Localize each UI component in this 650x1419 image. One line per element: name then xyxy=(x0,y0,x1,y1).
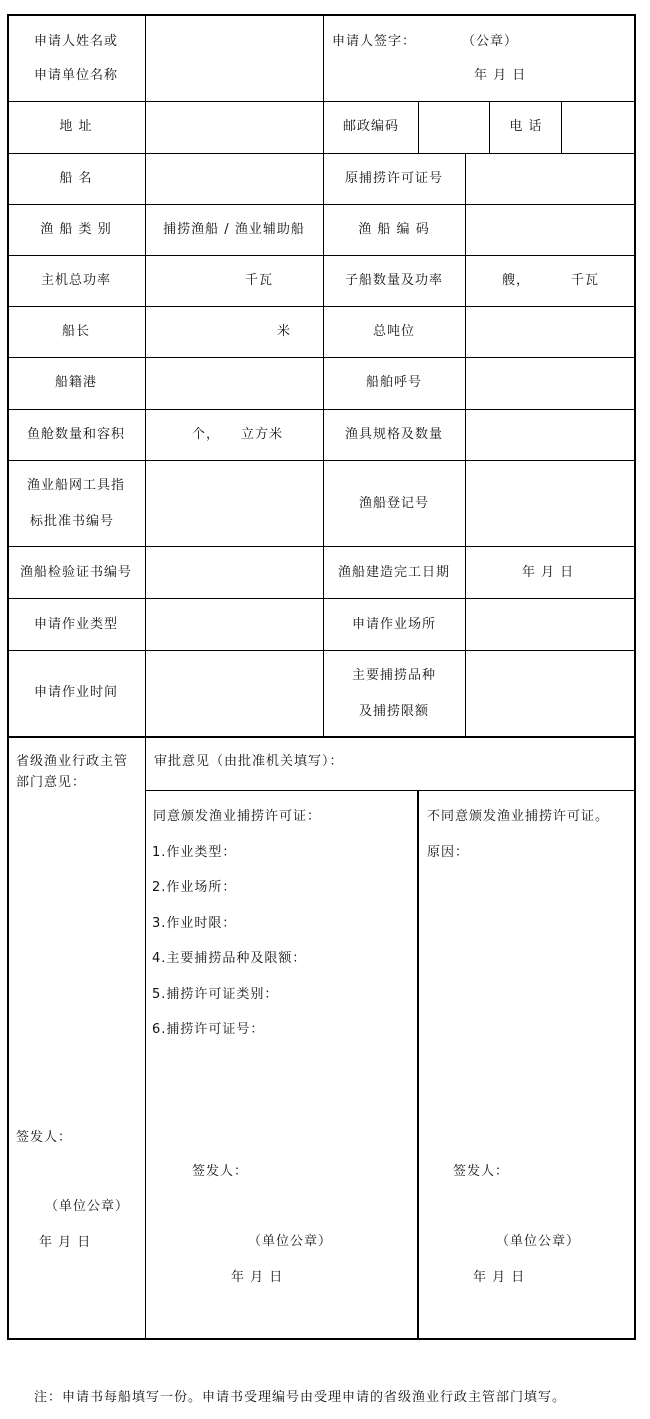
agree-signer-label: 签发人： xyxy=(192,1164,249,1179)
row-divider xyxy=(7,409,636,410)
registration-label: 渔船登记号 xyxy=(358,496,430,511)
disagree-unit-seal: （单位公章） xyxy=(496,1234,581,1249)
address-label: 地 址 xyxy=(59,119,93,134)
agree-item: 6.捕捞许可证号： xyxy=(152,1022,265,1037)
row-divider xyxy=(7,204,636,205)
col-divider xyxy=(465,153,466,736)
gear-label: 渔具规格及数量 xyxy=(344,427,444,442)
callsign-label: 船舶呼号 xyxy=(365,375,423,390)
subboat-unit-count: 艘， xyxy=(502,273,531,288)
left-unit-seal: （单位公章） xyxy=(45,1199,130,1214)
main-species-label: 主要捕捞品种 xyxy=(351,668,437,683)
row-divider xyxy=(7,460,636,461)
agree-unit-seal: （单位公章） xyxy=(248,1234,333,1249)
applicant-name-label: 申请人姓名或 xyxy=(33,34,119,49)
reason-label: 原因： xyxy=(427,845,470,860)
row-divider xyxy=(7,306,636,307)
net-quota-label: 渔业船网工具指 xyxy=(26,478,126,493)
date-label: 年 月 日 xyxy=(474,68,527,83)
tonnage-label: 总吨位 xyxy=(372,324,416,339)
build-date-label: 渔船建造完工日期 xyxy=(337,565,451,580)
phone-label: 电 话 xyxy=(509,119,543,134)
agree-item: 2.作业场所： xyxy=(152,880,237,895)
row-divider xyxy=(7,598,636,599)
subboat-label: 子船数量及功率 xyxy=(344,273,444,288)
row-divider xyxy=(7,357,636,358)
row-divider xyxy=(7,101,636,102)
row-divider xyxy=(7,650,636,651)
row-divider xyxy=(7,153,636,154)
agree-date: 年 月 日 xyxy=(231,1270,284,1285)
engine-power-label: 主机总功率 xyxy=(40,273,112,288)
main-species-label-2: 及捕捞限额 xyxy=(358,704,430,719)
net-quota-label-2: 标批准书编号 xyxy=(29,514,115,529)
build-date-value: 年 月 日 xyxy=(521,565,575,580)
review-opinion-label: 审批意见（由批准机关填写）： xyxy=(154,754,344,769)
disagree-title: 不同意颁发渔业捕捞许可证。 xyxy=(427,809,610,824)
postal-code-label: 邮政编码 xyxy=(342,119,400,134)
agree-item: 3.作业时限： xyxy=(152,916,237,931)
orig-license-label: 原捕捞许可证号 xyxy=(344,171,444,186)
col-divider xyxy=(323,14,324,736)
agree-item: 4.主要捕捞品种及限额： xyxy=(152,951,307,966)
vessel-type-label: 渔 船 类 别 xyxy=(40,222,112,237)
dept-opinion-label-2: 部门意见： xyxy=(16,775,87,790)
agree-item: 1.作业类型： xyxy=(152,845,237,860)
hold-label: 鱼舱数量和容积 xyxy=(26,427,126,442)
op-time-label: 申请作业时间 xyxy=(33,685,119,700)
left-date: 年 月 日 xyxy=(39,1235,92,1250)
ship-name-label: 船 名 xyxy=(59,171,93,186)
row-divider xyxy=(145,790,636,791)
col-divider xyxy=(489,101,490,153)
application-form xyxy=(7,14,636,1340)
row-divider xyxy=(7,546,636,547)
left-signer-label: 签发人： xyxy=(16,1130,73,1145)
agree-item: 5.捕捞许可证类别： xyxy=(152,987,279,1002)
port-label: 船籍港 xyxy=(54,375,98,390)
row-divider xyxy=(7,255,636,256)
vessel-no-label: 渔 船 编 码 xyxy=(358,222,430,237)
section-divider xyxy=(7,736,636,738)
official-seal-label: （公章） xyxy=(462,34,519,49)
dept-opinion-label: 省级渔业行政主管 xyxy=(16,754,129,769)
col-divider xyxy=(418,101,419,153)
col-divider xyxy=(417,790,419,1340)
disagree-signer-label: 签发人： xyxy=(453,1164,510,1179)
agree-title: 同意颁发渔业捕捞许可证： xyxy=(153,809,322,824)
hold-unit-count: 个， xyxy=(192,427,221,442)
col-divider xyxy=(145,14,146,1340)
footnote: 注：申请书每船填写一份。申请书受理编号由受理申请的省级渔业行政主管部门填写。 xyxy=(34,1390,567,1405)
engine-power-unit: 千瓦 xyxy=(245,273,274,288)
signature-label: 申请人签字： xyxy=(332,34,417,49)
length-label: 船长 xyxy=(61,324,91,339)
op-type-label: 申请作业类型 xyxy=(33,617,119,632)
inspection-cert-label: 渔船检验证书编号 xyxy=(19,565,133,580)
subboat-unit-power: 千瓦 xyxy=(571,273,600,288)
op-place-label: 申请作业场所 xyxy=(351,617,437,632)
disagree-date: 年 月 日 xyxy=(473,1270,526,1285)
col-divider xyxy=(561,101,562,153)
vessel-type-value: 捕捞渔船 / 渔业辅助船 xyxy=(163,222,305,237)
length-unit: 米 xyxy=(277,324,292,339)
hold-unit-volume: 立方米 xyxy=(241,427,284,442)
applicant-unit-label: 申请单位名称 xyxy=(33,68,119,83)
